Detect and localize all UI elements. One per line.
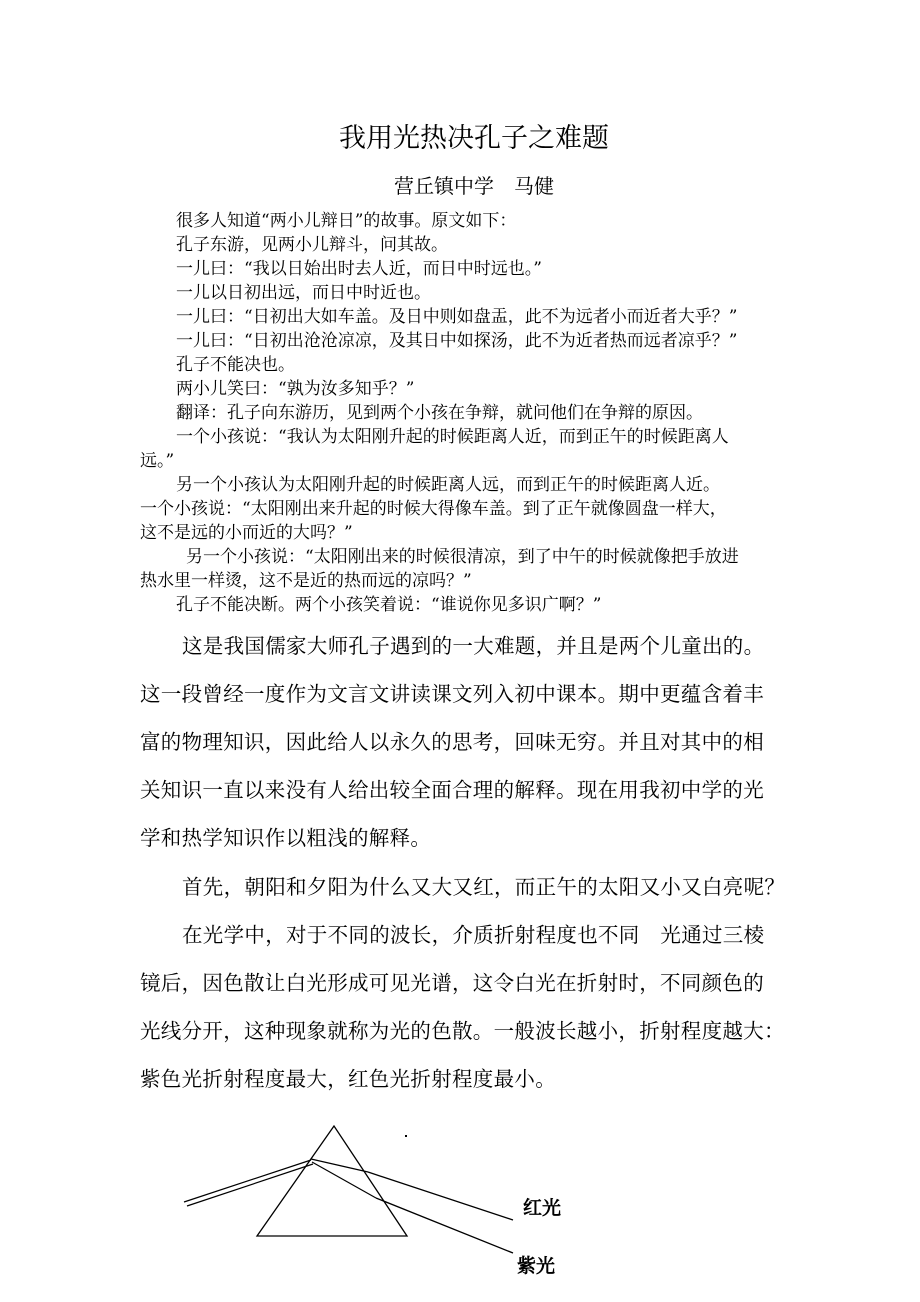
text-line: 另一个小孩说：“太阳刚出来的时候很清凉，到了中午的时候就像把手放进 [186, 547, 739, 567]
text-line: 远。” [140, 451, 175, 471]
stray-dot [405, 1135, 407, 1137]
page-title: 我用光热决孔子之难题 [339, 123, 609, 154]
text-line: 一儿曰：“我以日始出时去人近，而日中时远也。” [176, 259, 542, 279]
text-line: 翻译：孔子向东游历，见到两个小孩在争辩，就问他们在争辩的原因。 [176, 403, 703, 423]
incident-ray [187, 1164, 313, 1206]
text-line: 一个小孩说：“我认为太阳刚升起的时候距离人近，而到正午的时候距离人 [176, 427, 729, 447]
body-line: 在光学中，对于不同的波长，介质折射程度也不同 光通过三棱 [182, 923, 765, 947]
text-line: 一个小孩说：“太阳刚出来升起的时候大得像车盖。到了正午就像圆盘一样大， [140, 499, 727, 519]
body-line: 关知识一直以来没有人给出较全面合理的解释。现在用我初中学的光 [140, 778, 764, 802]
refracted-ray-inside [312, 1162, 376, 1198]
text-line: 这不是远的小而近的大吗？” [140, 523, 353, 543]
body-line: 这一段曾经一度作为文言文讲读课文列入初中课本。期中更蕴含着丰 [140, 682, 764, 706]
prism-triangle [257, 1126, 407, 1236]
body-line: 光线分开，这种现象就称为光的色散。一般波长越小，折射程度越大： [140, 1019, 785, 1043]
text-line: 很多人知道“两小儿辩日”的故事。原文如下： [176, 211, 517, 231]
body-line: 这是我国儒家大师孔子遇到的一大难题，并且是两个儿童出的。 [182, 634, 765, 658]
text-line: 一儿以日初出远，而日中时近也。 [176, 283, 431, 303]
body-line: 紫色光折射程度最大，红色光折射程度最小。 [140, 1067, 556, 1091]
text-line: 热水里一样烫，这不是近的热而远的凉吗？” [140, 571, 472, 591]
text-line: 两小儿笑曰：“孰为汝多知乎？” [176, 379, 415, 399]
red-light-label: 红光 [523, 1197, 562, 1219]
body-line: 镜后，因色散让白光形成可见光谱，这令白光在折射时，不同颜色的 [140, 971, 764, 995]
text-line: 孔子不能决也。 [176, 355, 295, 375]
text-line: 一儿曰：“日初出沧沧凉凉，及其日中如探汤，此不为近者热而远者凉乎？” [176, 331, 738, 351]
author-line: 营丘镇中学 马健 [394, 174, 554, 198]
text-line: 一儿曰：“日初出大如车盖。及日中则如盘盂，此不为远者小而近者大乎？” [176, 307, 738, 327]
text-line: 孔子东游，见两小儿辩斗，问其故。 [176, 235, 448, 255]
text-line: 孔子不能决断。两个小孩笑着说：“谁说你见多识广啊？” [176, 595, 602, 615]
text-line: 另一个小孩认为太阳刚升起的时候距离人远，而到正午的时候距离人近。 [176, 475, 720, 495]
body-line: 学和热学知识作以粗浅的解释。 [140, 826, 432, 850]
red-light-ray [368, 1172, 513, 1220]
body-line: 首先，朝阳和夕阳为什么又大又红，而正午的太阳又小又白亮呢？ [182, 875, 786, 899]
body-line: 富的物理知识，因此给人以永久的思考，回味无穷。并且对其中的相 [140, 730, 764, 754]
violet-light-label: 紫光 [517, 1255, 556, 1277]
violet-light-ray [376, 1198, 513, 1253]
incident-ray [184, 1160, 311, 1202]
prism-dispersion-figure [0, 1100, 920, 1302]
